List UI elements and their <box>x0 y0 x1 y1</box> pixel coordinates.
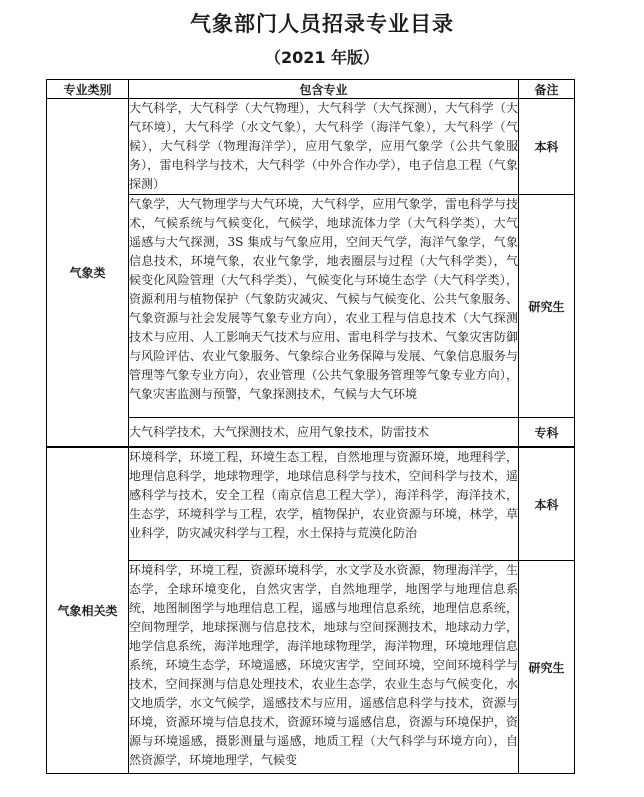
category-cell-related: 气象相关类 <box>47 447 129 774</box>
majors-cell: 气象学，大气物理学与大气环境，大气科学，应用气象学，雷电科学与技术，气候系统与气候变化，气候学，地球流体力学（大气科学类），大气遥感与大气探测，3S 集成与气象应用，空间天气学，海洋气象学，气象信息技术，环境气象，农业气象学，地表圈层与过程（大气科学类），气候变化风险管理（大气科学类），气候变化与环境生态学（大气科学类），资源利用与植物保护（气象防灾减灾、气候与气候变化、公共气象服务、气象资源与社会发展等气象专业方向），农业工程与信息技术（大气探测技术与应用、人工影响天气技术与应用、雷电科学与技术、气象灾害防御与风险评估、农业气象服务、气象综合业务保障与发展、气象信息服务与管理等气象专业方向），农业管理（公共气象服务管理等气象专业方向），气象灾害监测与预警，气象探测技术，气候与大气环境 <box>129 195 519 418</box>
majors-cell: 大气科学技术，大气探测技术，应用气象技术，防雷技术 <box>129 418 519 448</box>
table-header-row <box>47 80 575 99</box>
note-cell: 专科 <box>519 418 575 448</box>
table-row <box>47 447 575 561</box>
header-note: 备注 <box>519 80 575 99</box>
note-cell: 本科 <box>519 447 575 561</box>
majors-cell: 环境科学，环境工程，资源环境科学，水文学及水资源，物理海洋学，生态学，全球环境变化，自然灾害学，自然地理学，地图学与地理信息系统，地图制图学与地理信息工程，遥感与地理信息系统，地理信息系统，空间物理学，地球探测与信息技术，地球与空间探测技术，地球动力学，地学信息系统，海洋地理学，海洋地球物理学，海洋物理，环境地理信息系统，环境生态学，环境遥感，环境灾害学，空间环境，空间环境科学与技术，空间探测与信息处理技术，农业生态学，农业生态与气候变化，水文地质学，水文气候学，遥感技术与应用，遥感信息科学与技术，资源与环境，资源环境与信息技术，资源环境与遥感信息，资源与环境保护，资源与环境遥感，摄影测量与遥感，地质工程（大气科学与环境方向），自然资源学，环境地理学，气候变 <box>129 561 519 774</box>
document-title: 气象部门人员招录专业目录 <box>190 12 454 36</box>
major-catalog-table <box>46 79 575 774</box>
note-cell: 研究生 <box>519 561 575 774</box>
header-majors: 包含专业 <box>129 80 519 99</box>
document-subtitle: （2021 年版） <box>264 48 380 67</box>
note-cell: 研究生 <box>519 195 575 418</box>
majors-cell: 环境科学，环境工程，环境生态工程，自然地理与资源环境，地理科学，地理信息科学，地球物理学，地球信息科学与技术，空间科学与技术，遥感科学与技术，安全工程（南京信息工程大学），海洋科学，海洋技术，生态学，环境科学与工程，农学，植物保护，农业资源与环境，林学，草业科学，防灾减灾科学与工程，水土保持与荒漠化防治 <box>129 447 519 561</box>
majors-cell: 大气科学，大气科学（大气物理），大气科学（大气探测），大气科学（大气环境），大气科学（水文气象），大气科学（海洋气象），大气科学（气候），大气科学（物理海洋学），应用气象学，应用气象学（公共气象服务），雷电科学与技术，大气科学（中外合作办学），电子信息工程（气象探测） <box>129 99 519 195</box>
table-row <box>47 99 575 195</box>
category-cell-meteorology: 气象类 <box>47 99 129 448</box>
note-cell: 本科 <box>519 99 575 195</box>
header-category: 专业类别 <box>47 80 129 99</box>
